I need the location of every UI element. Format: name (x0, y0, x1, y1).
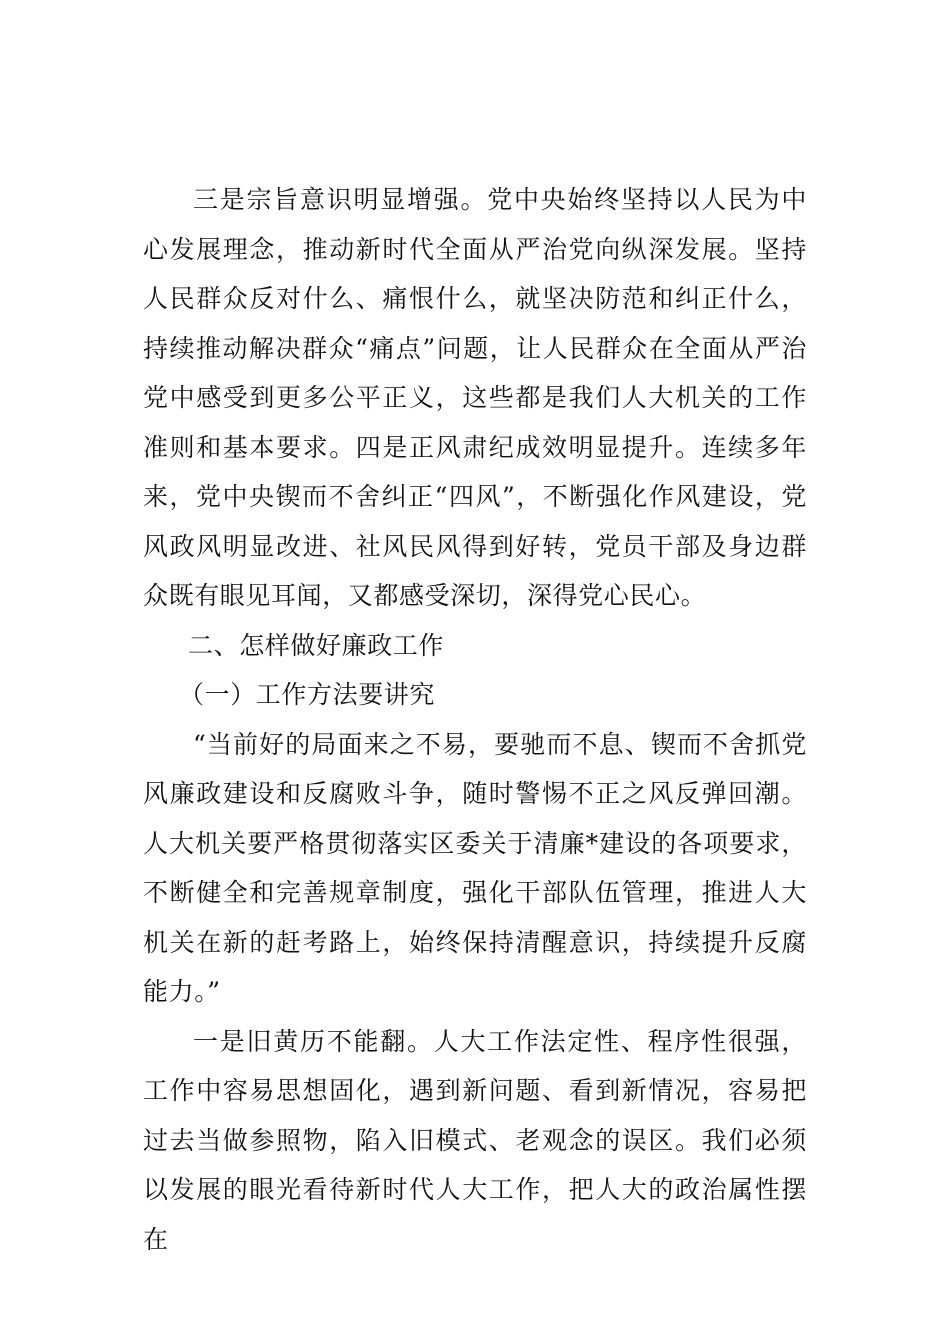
subsection-heading-work-methods: （一）工作方法要讲究 (179, 680, 436, 709)
section-heading-how-to-do-clean-governance: 二、怎样做好廉政工作 (188, 630, 445, 660)
paragraph-quote: “当前好的局面来之不易，要驰而不息、锲而不舍抓党风廉政建设和反腐败斗争，随时警惕不正之风反弹回潮。人大机关要严格贯彻落实区委关于清廉*建设的各项要求，不断健全和完善规章制度，强化干部队伍管理，推进人大机关在新的赶考路上，始终保持清醒意识，持续提升反腐能力。” (143, 729, 807, 1006)
paragraph-old-calendar: 一是旧黄历不能翻。人大工作法定性、程序性很强，工作中容易思想固化，遇到新问题、看到新情况，容易把过去当做参照物，陷入旧模式、老观念的误区。我们必须以发展的眼光看待新时代人大工作，把人大的政治属性摆在 (143, 1026, 807, 1254)
document-body (143, 175, 807, 1264)
paragraph-purpose-and-discipline: 三是宗旨意识明显增强。党中央始终坚持以人民为中心发展理念，推动新时代全面从严治党向纵深发展。坚持人民群众反对什么、痛恨什么，就坚决防范和纠正什么，持续推动解决群众“痛点”问题，让人民群众在全面从严治党中感受到更多公平正义，这些都是我们人大机关的工作准则和基本要求。四是正风肃纪成效明显提升。连续多年来，党中央锲而不舍纠正“四风”，不断强化作风建设，党风政风明显改进、社风民风得到好转，党员干部及身边群众既有眼见耳闻，又都感受深切，深得党心民心。 (143, 185, 807, 610)
